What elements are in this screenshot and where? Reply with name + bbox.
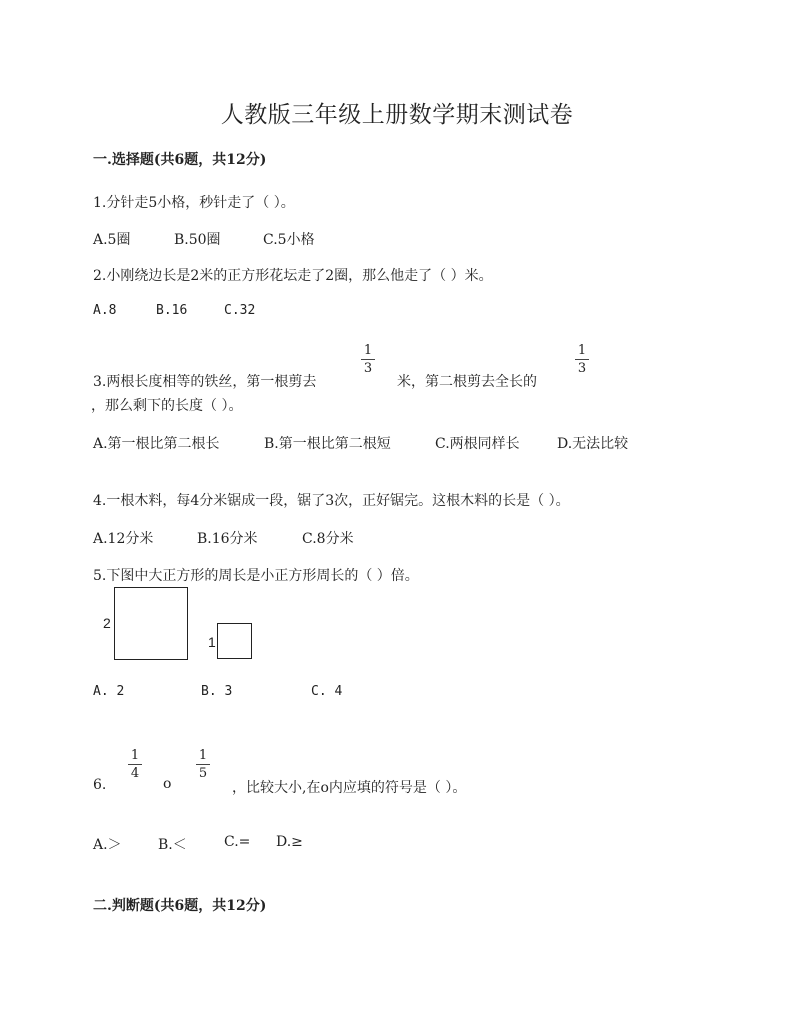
- q3-option-d: D.无法比较: [557, 436, 629, 452]
- q4-option-a: A.12分米: [93, 531, 154, 547]
- fraction-numerator: 1: [198, 748, 208, 763]
- q1-option-a: A.5圈: [93, 232, 131, 248]
- q6-fraction-1: [126, 749, 144, 780]
- section-1-heading: 一.选择题(共6题，共12分): [93, 152, 267, 168]
- q5-option-a: A. 2: [93, 684, 125, 699]
- q4-option-b: B.16分米: [197, 531, 258, 547]
- q5-option-c: C. 4: [311, 684, 343, 699]
- fraction-numerator: 1: [577, 343, 587, 358]
- q1-option-c: C.5小格: [263, 232, 315, 248]
- q2-option-c: C.32: [224, 303, 256, 318]
- question-4: 4.一根木料，每4分米锯成一段，锯了3次，正好锯完。这根木料的长是（ ）。: [93, 493, 570, 509]
- question-3-part-3: ，那么剩下的长度（ ）。: [91, 398, 243, 414]
- q6-option-b: B.＜: [158, 837, 187, 853]
- fraction-bar: [575, 359, 589, 360]
- fraction-bar: [128, 764, 142, 765]
- big-square: [114, 587, 188, 660]
- q6-option-c: C.=: [224, 834, 251, 850]
- fraction-denominator: 3: [363, 361, 373, 376]
- fraction-denominator: 4: [130, 766, 140, 781]
- q6-option-d: D.≥: [276, 834, 303, 850]
- q1-option-b: B.50圈: [174, 232, 221, 248]
- q2-option-b: B.16: [156, 303, 188, 318]
- question-5: 5.下图中大正方形的周长是小正方形周长的（ ）倍。: [93, 568, 419, 584]
- q3-fraction-1: [359, 344, 377, 375]
- q3-option-a: A.第一根比第二根长: [93, 436, 220, 452]
- question-2: 2.小刚绕边长是2米的正方形花坛走了2圈，那么他走了（ ）米。: [93, 268, 493, 284]
- fraction-denominator: 3: [577, 361, 587, 376]
- q3-option-b: B.第一根比第二根短: [264, 436, 391, 452]
- fraction-denominator: 5: [198, 766, 208, 781]
- page-title: 人教版三年级上册数学期末测试卷: [220, 102, 574, 128]
- q5-option-b: B. 3: [201, 684, 233, 699]
- question-3-part-2: 米，第二根剪去全长的: [397, 374, 537, 390]
- fraction-numerator: 1: [130, 748, 140, 763]
- question-6-number: 6.: [93, 777, 107, 793]
- big-square-side-label: 2: [103, 615, 111, 631]
- question-6-text: ，比较大小,在o内应填的符号是（ ）。: [232, 780, 467, 796]
- small-square-side-label: 1: [208, 634, 216, 650]
- q4-option-c: C.8分米: [302, 531, 354, 547]
- section-2-heading: 二.判断题(共6题，共12分): [93, 898, 267, 914]
- fraction-numerator: 1: [363, 343, 373, 358]
- fraction-bar: [196, 764, 210, 765]
- q3-fraction-2: [573, 344, 591, 375]
- question-3-part-1: 3.两根长度相等的铁丝，第一根剪去: [93, 374, 317, 390]
- q2-option-a: A.8: [93, 303, 117, 318]
- question-1: 1.分针走5小格，秒针走了（ ）。: [93, 195, 295, 211]
- small-square: [217, 623, 252, 659]
- q6-option-a: A.＞: [93, 837, 122, 853]
- fraction-bar: [361, 359, 375, 360]
- comparison-circle: o: [163, 776, 172, 792]
- q6-fraction-2: [194, 749, 212, 780]
- q3-option-c: C.两根同样长: [435, 436, 520, 452]
